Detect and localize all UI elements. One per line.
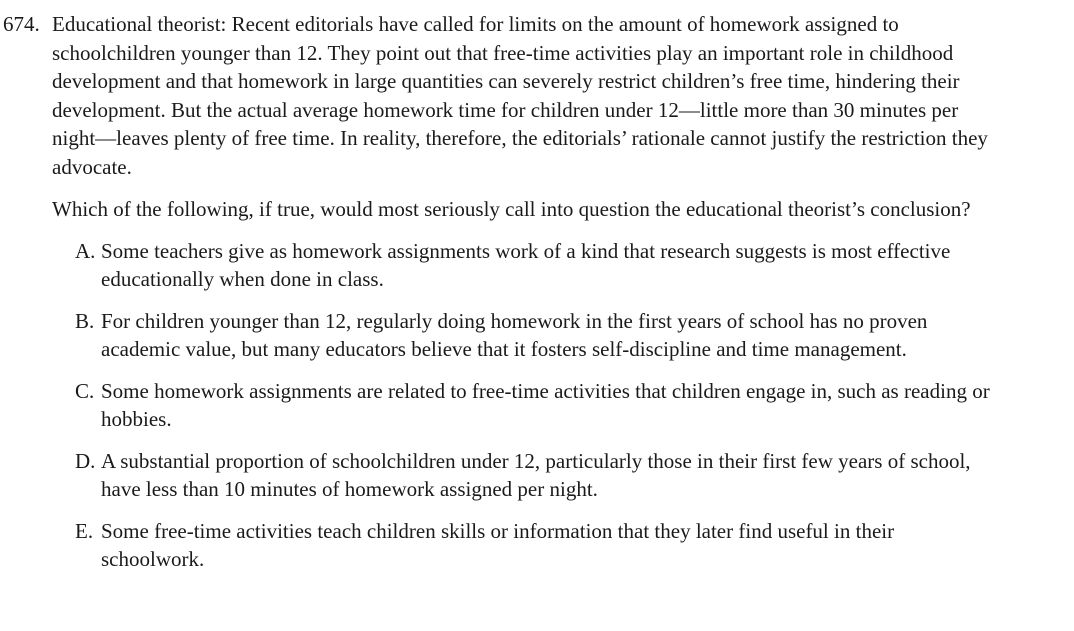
option-text-a: Some teachers give as homework assignments work of a kind that research suggests is most effective educationally when done in class.	[101, 238, 951, 291]
question-674	[3, 10, 1074, 574]
option-row-b	[75, 307, 1004, 364]
question-number: 674.	[3, 12, 40, 36]
question-stem: Which of the following, if true, would most seriously call into question the educational theorist’s conclusion?	[52, 197, 971, 221]
option-label-c: C.	[75, 378, 95, 403]
option-label-a: A.	[75, 238, 96, 263]
option-row-d	[75, 447, 1004, 504]
option-label-b: B.	[75, 308, 95, 333]
option-text-c: Some homework assignments are related to free-time activities that children engage in, such as reading or hobbies.	[101, 378, 990, 431]
option-row-c	[75, 377, 1004, 434]
option-text-b: For children younger than 12, regularly doing homework in the first years of school has no proven academic value, but many educators believe that it fosters self-discipline and time management.	[101, 308, 928, 361]
option-label-e: E.	[75, 518, 94, 543]
option-text-d: A substantial proportion of schoolchildren under 12, particularly those in their first few years of school, have less than 10 minutes of homework assigned per night.	[101, 448, 971, 501]
option-row-e	[75, 517, 1004, 574]
option-text-e: Some free-time activities teach children skills or information that they later find useful in their schoolwork.	[101, 518, 895, 571]
option-row-a	[75, 237, 1004, 294]
passage-text: Educational theorist: Recent editorials have called for limits on the amount of homework assigned to schoolchildren younger than 12. They point out that free-time activities play an important role in childhood development and that homework in large quantities can severely restrict children’s free time, hindering their development. But the actual average homework time for children under 12—little more than 30 minutes per night—leaves plenty of free time. In reality, therefore, the editorials’ rationale cannot justify the restriction they advocate.	[52, 12, 988, 179]
answer-options	[52, 237, 1004, 574]
option-label-d: D.	[75, 448, 96, 473]
question-content	[52, 10, 1004, 574]
